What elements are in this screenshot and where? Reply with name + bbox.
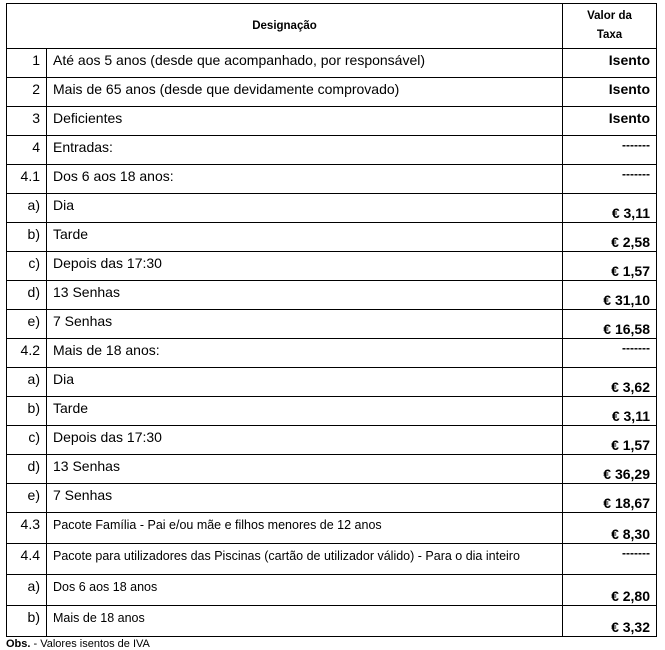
- row-description: Deficientes: [47, 107, 563, 136]
- table-row: [7, 165, 657, 194]
- row-fee-value: € 3,32: [563, 606, 657, 637]
- table-row: [7, 223, 657, 252]
- row-number: e): [7, 484, 47, 513]
- row-description: Pacote para utilizadores das Piscinas (cartão de utilizador válido) - Para o dia inteiro: [47, 544, 563, 575]
- row-description: Mais de 18 anos: [47, 606, 563, 637]
- row-description: Dos 6 aos 18 anos: [47, 575, 563, 606]
- table-row: [7, 484, 657, 513]
- row-fee-value: € 1,57: [563, 426, 657, 455]
- row-fee-value: -------: [563, 165, 657, 194]
- row-number: a): [7, 368, 47, 397]
- row-fee-value: € 2,80: [563, 575, 657, 606]
- row-number: e): [7, 310, 47, 339]
- header-valor-line2: Taxa: [596, 29, 623, 41]
- header-designacao: Designação: [7, 4, 563, 49]
- row-number: 3: [7, 107, 47, 136]
- header-valor-taxa: [563, 4, 657, 49]
- row-description: 7 Senhas: [47, 484, 563, 513]
- row-number: b): [7, 223, 47, 252]
- footnote-label: Obs.: [6, 638, 31, 650]
- row-fee-value: € 1,57: [563, 252, 657, 281]
- row-description: Entradas:: [47, 136, 563, 165]
- table-row: [7, 544, 657, 575]
- row-number: 1: [7, 49, 47, 78]
- row-number: a): [7, 575, 47, 606]
- row-number: 4.1: [7, 165, 47, 194]
- table-row: [7, 49, 657, 78]
- row-fee-value: € 18,67: [563, 484, 657, 513]
- row-number: a): [7, 194, 47, 223]
- row-number: 4: [7, 136, 47, 165]
- row-number: 2: [7, 78, 47, 107]
- row-number: d): [7, 281, 47, 310]
- row-description: 13 Senhas: [47, 455, 563, 484]
- table-row: [7, 513, 657, 544]
- table-row: [7, 455, 657, 484]
- fee-table: [6, 3, 657, 637]
- row-description: Mais de 65 anos (desde que devidamente comprovado): [47, 78, 563, 107]
- table-row: [7, 252, 657, 281]
- footnote-text: - Valores isentos de IVA: [30, 638, 150, 650]
- row-number: 4.4: [7, 544, 47, 575]
- row-description: Mais de 18 anos:: [47, 339, 563, 368]
- row-number: 4.2: [7, 339, 47, 368]
- row-fee-value: € 2,58: [563, 223, 657, 252]
- row-description: Tarde: [47, 397, 563, 426]
- fee-table-container: [6, 3, 657, 650]
- header-valor-line1: Valor da: [587, 10, 632, 22]
- row-description: Até aos 5 anos (desde que acompanhado, por responsável): [47, 49, 563, 78]
- row-description: Dos 6 aos 18 anos:: [47, 165, 563, 194]
- table-row: [7, 310, 657, 339]
- row-fee-value: € 8,30: [563, 513, 657, 544]
- row-fee-value: € 3,11: [563, 397, 657, 426]
- table-row: [7, 136, 657, 165]
- table-row: [7, 426, 657, 455]
- row-fee-value: -------: [563, 339, 657, 368]
- table-row: [7, 194, 657, 223]
- row-description: Tarde: [47, 223, 563, 252]
- table-row: [7, 78, 657, 107]
- row-fee-value: € 31,10: [563, 281, 657, 310]
- table-row: [7, 281, 657, 310]
- table-row: [7, 368, 657, 397]
- row-fee-value: € 36,29: [563, 455, 657, 484]
- row-description: 7 Senhas: [47, 310, 563, 339]
- row-fee-value: -------: [563, 136, 657, 165]
- row-number: b): [7, 606, 47, 637]
- table-row: [7, 606, 657, 637]
- table-row: [7, 339, 657, 368]
- table-header-row: [7, 4, 657, 49]
- row-description: Dia: [47, 368, 563, 397]
- row-description: 13 Senhas: [47, 281, 563, 310]
- row-fee-value: Isento: [563, 107, 657, 136]
- row-fee-value: € 16,58: [563, 310, 657, 339]
- row-description: Dia: [47, 194, 563, 223]
- row-description: Depois das 17:30: [47, 426, 563, 455]
- row-fee-value: € 3,11: [563, 194, 657, 223]
- row-description: Pacote Família - Pai e/ou mãe e filhos menores de 12 anos: [47, 513, 563, 544]
- row-number: d): [7, 455, 47, 484]
- row-description: Depois das 17:30: [47, 252, 563, 281]
- table-row: [7, 107, 657, 136]
- row-number: c): [7, 426, 47, 455]
- row-fee-value: Isento: [563, 49, 657, 78]
- footnote: [6, 638, 657, 650]
- row-number: b): [7, 397, 47, 426]
- row-number: 4.3: [7, 513, 47, 544]
- row-fee-value: -------: [563, 544, 657, 575]
- row-fee-value: Isento: [563, 78, 657, 107]
- row-fee-value: € 3,62: [563, 368, 657, 397]
- table-row: [7, 575, 657, 606]
- table-row: [7, 397, 657, 426]
- row-number: c): [7, 252, 47, 281]
